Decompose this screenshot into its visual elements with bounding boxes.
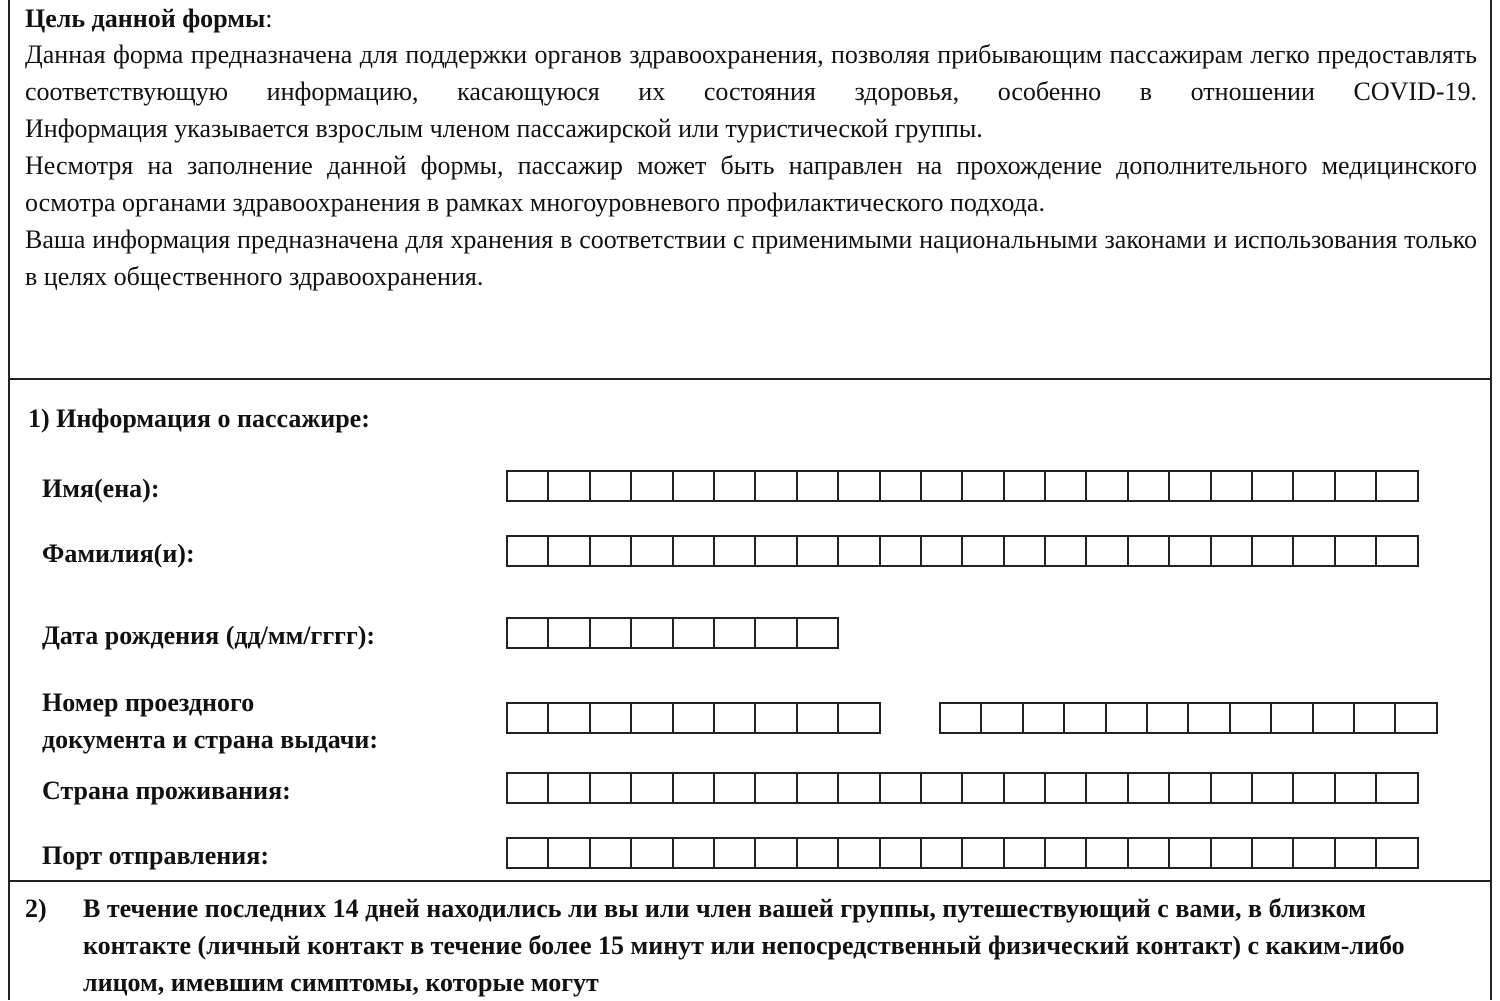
character-cell[interactable] [1022,702,1065,734]
character-cell[interactable] [713,470,756,502]
character-cell[interactable] [1085,535,1128,567]
section-divider [8,378,1492,380]
character-cell[interactable] [547,837,590,869]
character-cell[interactable] [754,617,797,649]
last-name-label: Фамилия(и): [42,539,195,568]
character-cell[interactable] [1251,837,1294,869]
character-cell[interactable] [1334,837,1377,869]
character-cell[interactable] [506,772,549,804]
travel-doc-label-line1: Номер проездного [42,688,255,717]
dob-input[interactable] [506,617,837,649]
character-cell[interactable] [754,702,797,734]
character-cell[interactable] [1353,702,1396,734]
character-cell[interactable] [713,837,756,869]
character-cell[interactable] [1251,772,1294,804]
purpose-paragraph-1: Данная форма предназначена для поддержки органов здравоохранения, позволяя прибывающим пассажирам легко предоставлять соответствующую информацию, касающуюся их состояния здоровья, особенно в отношении COVID-19. [25,40,1477,106]
character-cell[interactable] [630,617,673,649]
character-cell[interactable] [837,470,880,502]
character-cell[interactable] [1044,837,1087,869]
character-cell[interactable] [547,617,590,649]
character-cell[interactable] [961,772,1004,804]
character-cell[interactable] [1168,772,1211,804]
character-cell[interactable] [672,702,715,734]
first-name-label: Имя(ена): [42,474,160,503]
character-cell[interactable] [879,837,922,869]
character-cell[interactable] [1187,702,1230,734]
character-cell[interactable] [589,702,632,734]
character-cell[interactable] [1003,772,1046,804]
character-cell[interactable] [713,617,756,649]
departure-port-label: Порт отправления: [42,841,269,870]
character-cell[interactable] [879,470,922,502]
character-cell[interactable] [796,470,839,502]
character-cell[interactable] [1229,702,1272,734]
character-cell[interactable] [837,535,880,567]
question-2-text: В течение последних 14 дней находились ли вы или член вашей группы, путешествующий с вами, в близком контакте (личный контакт в течение более 15 минут или непосредственный физический контакт) с каким-либо лицом, имевшим симптомы, которые могут [83,894,1405,997]
character-cell[interactable] [1375,837,1418,869]
character-cell[interactable] [1044,470,1087,502]
character-cell[interactable] [589,535,632,567]
character-cell[interactable] [1168,470,1211,502]
character-cell[interactable] [713,702,756,734]
residence-label: Страна проживания: [42,776,291,805]
character-cell[interactable] [1168,535,1211,567]
character-cell[interactable] [547,470,590,502]
character-cell[interactable] [1375,535,1418,567]
character-cell[interactable] [920,470,963,502]
character-cell[interactable] [879,772,922,804]
character-cell[interactable] [506,470,549,502]
form-left-border [8,0,10,1000]
purpose-text [25,36,1477,295]
character-cell[interactable] [961,837,1004,869]
character-cell[interactable] [1334,535,1377,567]
character-cell[interactable] [796,535,839,567]
form-right-border [1490,0,1492,1000]
character-cell[interactable] [1210,470,1253,502]
travel-doc-label-line2: документа и страна выдачи: [42,725,379,754]
character-cell[interactable] [837,837,880,869]
character-cell[interactable] [547,772,590,804]
character-cell[interactable] [1292,470,1335,502]
first-name-input[interactable] [506,470,1417,502]
character-cell[interactable] [713,772,756,804]
character-cell[interactable] [1168,837,1211,869]
character-cell[interactable] [630,702,673,734]
character-cell[interactable] [1044,772,1087,804]
character-cell[interactable] [672,470,715,502]
character-cell[interactable] [1003,837,1046,869]
character-cell[interactable] [506,837,549,869]
character-cell[interactable] [1334,772,1377,804]
character-cell[interactable] [1127,535,1170,567]
character-cell[interactable] [506,617,549,649]
character-cell[interactable] [1210,772,1253,804]
character-cell[interactable] [939,702,982,734]
character-cell[interactable] [1251,535,1294,567]
character-cell[interactable] [547,702,590,734]
character-cell[interactable] [961,535,1004,567]
character-cell[interactable] [920,535,963,567]
character-cell[interactable] [506,535,549,567]
last-name-input[interactable] [506,535,1417,567]
character-cell[interactable] [754,470,797,502]
character-cell[interactable] [1003,535,1046,567]
character-cell[interactable] [1003,470,1046,502]
character-cell[interactable] [672,617,715,649]
character-cell[interactable] [672,837,715,869]
character-cell[interactable] [589,772,632,804]
character-cell[interactable] [1292,772,1335,804]
character-cell[interactable] [1270,702,1313,734]
character-cell[interactable] [1292,535,1335,567]
character-cell[interactable] [547,535,590,567]
character-cell[interactable] [1375,772,1418,804]
character-cell[interactable] [1063,702,1106,734]
character-cell[interactable] [1044,535,1087,567]
character-cell[interactable] [1085,470,1128,502]
character-cell[interactable] [672,772,715,804]
character-cell[interactable] [1394,702,1437,734]
character-cell[interactable] [630,772,673,804]
travel-doc-number-input[interactable] [506,702,879,734]
character-cell[interactable] [837,772,880,804]
character-cell[interactable] [506,702,549,734]
character-cell[interactable] [630,535,673,567]
character-cell[interactable] [1375,470,1418,502]
character-cell[interactable] [754,772,797,804]
character-cell[interactable] [879,535,922,567]
character-cell[interactable] [920,772,963,804]
character-cell[interactable] [1146,702,1189,734]
character-cell[interactable] [1085,772,1128,804]
character-cell[interactable] [796,702,839,734]
character-cell[interactable] [796,617,839,649]
character-cell[interactable] [589,470,632,502]
character-cell[interactable] [961,470,1004,502]
passenger-info-heading: 1) Информация о пассажире: [28,404,370,433]
purpose-heading: Цель данной формы: [25,4,273,33]
character-cell[interactable] [1210,535,1253,567]
character-cell[interactable] [1105,702,1148,734]
character-cell[interactable] [1292,837,1335,869]
character-cell[interactable] [1210,837,1253,869]
character-cell[interactable] [1085,837,1128,869]
character-cell[interactable] [837,702,880,734]
character-cell[interactable] [630,470,673,502]
purpose-paragraph-3: Несмотря на заполнение данной формы, пассажир может быть направлен на прохождение дополнительного медицинского осмотра органами здравоохранения в рамках многоуровневого профилактического подхода. [25,151,1477,217]
character-cell[interactable] [1127,470,1170,502]
residence-input[interactable] [506,772,1417,804]
character-cell[interactable] [920,837,963,869]
character-cell[interactable] [672,535,715,567]
section-divider-2 [8,880,1492,882]
character-cell[interactable] [754,535,797,567]
character-cell[interactable] [1127,837,1170,869]
character-cell[interactable] [589,837,632,869]
character-cell[interactable] [796,772,839,804]
departure-port-input[interactable] [506,837,1417,869]
purpose-paragraph-4: Ваша информация предназначена для хранения в соответствии с применимыми национальными законами и использования только в целях общественного здравоохранения. [25,225,1477,291]
character-cell[interactable] [1127,772,1170,804]
character-cell[interactable] [1312,702,1355,734]
purpose-paragraph-2: Информация указывается взрослым членом пассажирской или туристической группы. [25,114,983,143]
character-cell[interactable] [589,617,632,649]
dob-label: Дата рождения (дд/мм/гггг): [42,621,376,650]
character-cell[interactable] [630,837,673,869]
character-cell[interactable] [1251,470,1294,502]
character-cell[interactable] [754,837,797,869]
character-cell[interactable] [980,702,1023,734]
question-2-number: 2) [25,894,47,923]
character-cell[interactable] [1334,470,1377,502]
character-cell[interactable] [796,837,839,869]
travel-doc-country-input[interactable] [939,702,1436,734]
character-cell[interactable] [713,535,756,567]
